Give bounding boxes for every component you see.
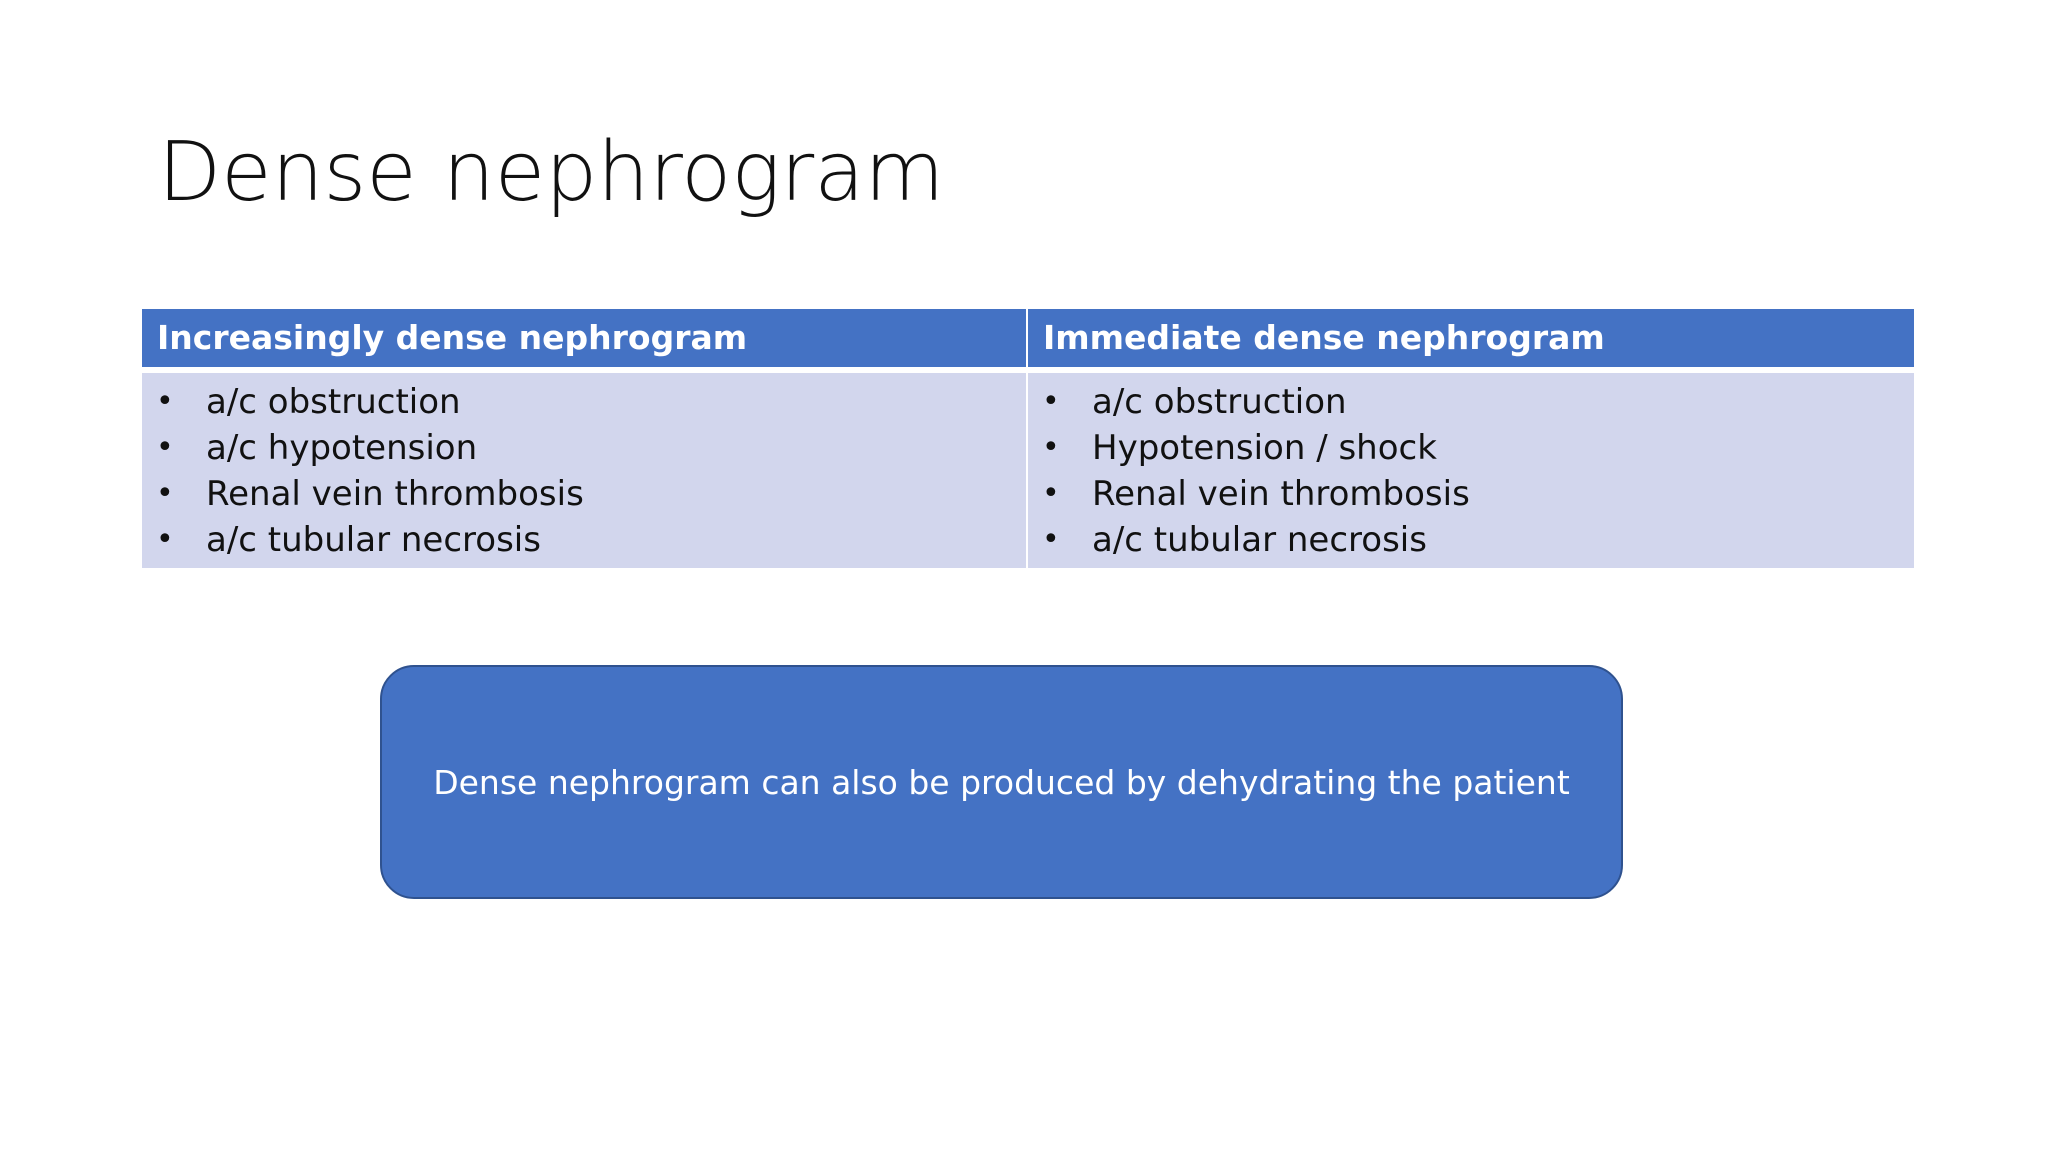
- bullet-icon: •: [156, 522, 174, 557]
- list-item: [1028, 425, 1914, 471]
- list-item-text: a/c tubular necrosis: [1092, 520, 1427, 560]
- list-item-text: Hypotension / shock: [1092, 428, 1437, 468]
- slide-title: Dense nephrogram: [158, 125, 945, 220]
- bullet-icon: •: [156, 476, 174, 511]
- list-item-text: a/c tubular necrosis: [206, 520, 541, 560]
- list-item: [142, 517, 1026, 563]
- list-item-text: Renal vein thrombosis: [206, 474, 584, 514]
- list-item: [1028, 471, 1914, 517]
- list-item-text: Renal vein thrombosis: [1092, 474, 1470, 514]
- table-header-increasingly-dense: Increasingly dense nephrogram: [142, 309, 1028, 367]
- list-item: [142, 379, 1026, 425]
- callout-box: [380, 665, 1623, 899]
- table-cell-increasingly-dense: [142, 373, 1028, 568]
- bullet-icon: •: [1042, 522, 1060, 557]
- table-header-immediate-dense: Immediate dense nephrogram: [1028, 309, 1914, 367]
- bullet-icon: •: [156, 430, 174, 465]
- list-item-text: a/c hypotension: [206, 428, 478, 468]
- table-cell-immediate-dense: [1028, 373, 1914, 568]
- comparison-table: [142, 309, 1914, 568]
- bullet-icon: •: [156, 384, 174, 419]
- callout-text: Dense nephrogram can also be produced by dehydrating the patient: [433, 762, 1570, 802]
- list-item: [142, 425, 1026, 471]
- bullet-list: [142, 379, 1026, 563]
- bullet-icon: •: [1042, 476, 1060, 511]
- bullet-icon: •: [1042, 384, 1060, 419]
- list-item-text: a/c obstruction: [1092, 382, 1347, 422]
- list-item-text: a/c obstruction: [206, 382, 461, 422]
- list-item: [1028, 517, 1914, 563]
- list-item: [142, 471, 1026, 517]
- bullet-icon: •: [1042, 430, 1060, 465]
- list-item: [1028, 379, 1914, 425]
- bullet-list: [1028, 379, 1914, 563]
